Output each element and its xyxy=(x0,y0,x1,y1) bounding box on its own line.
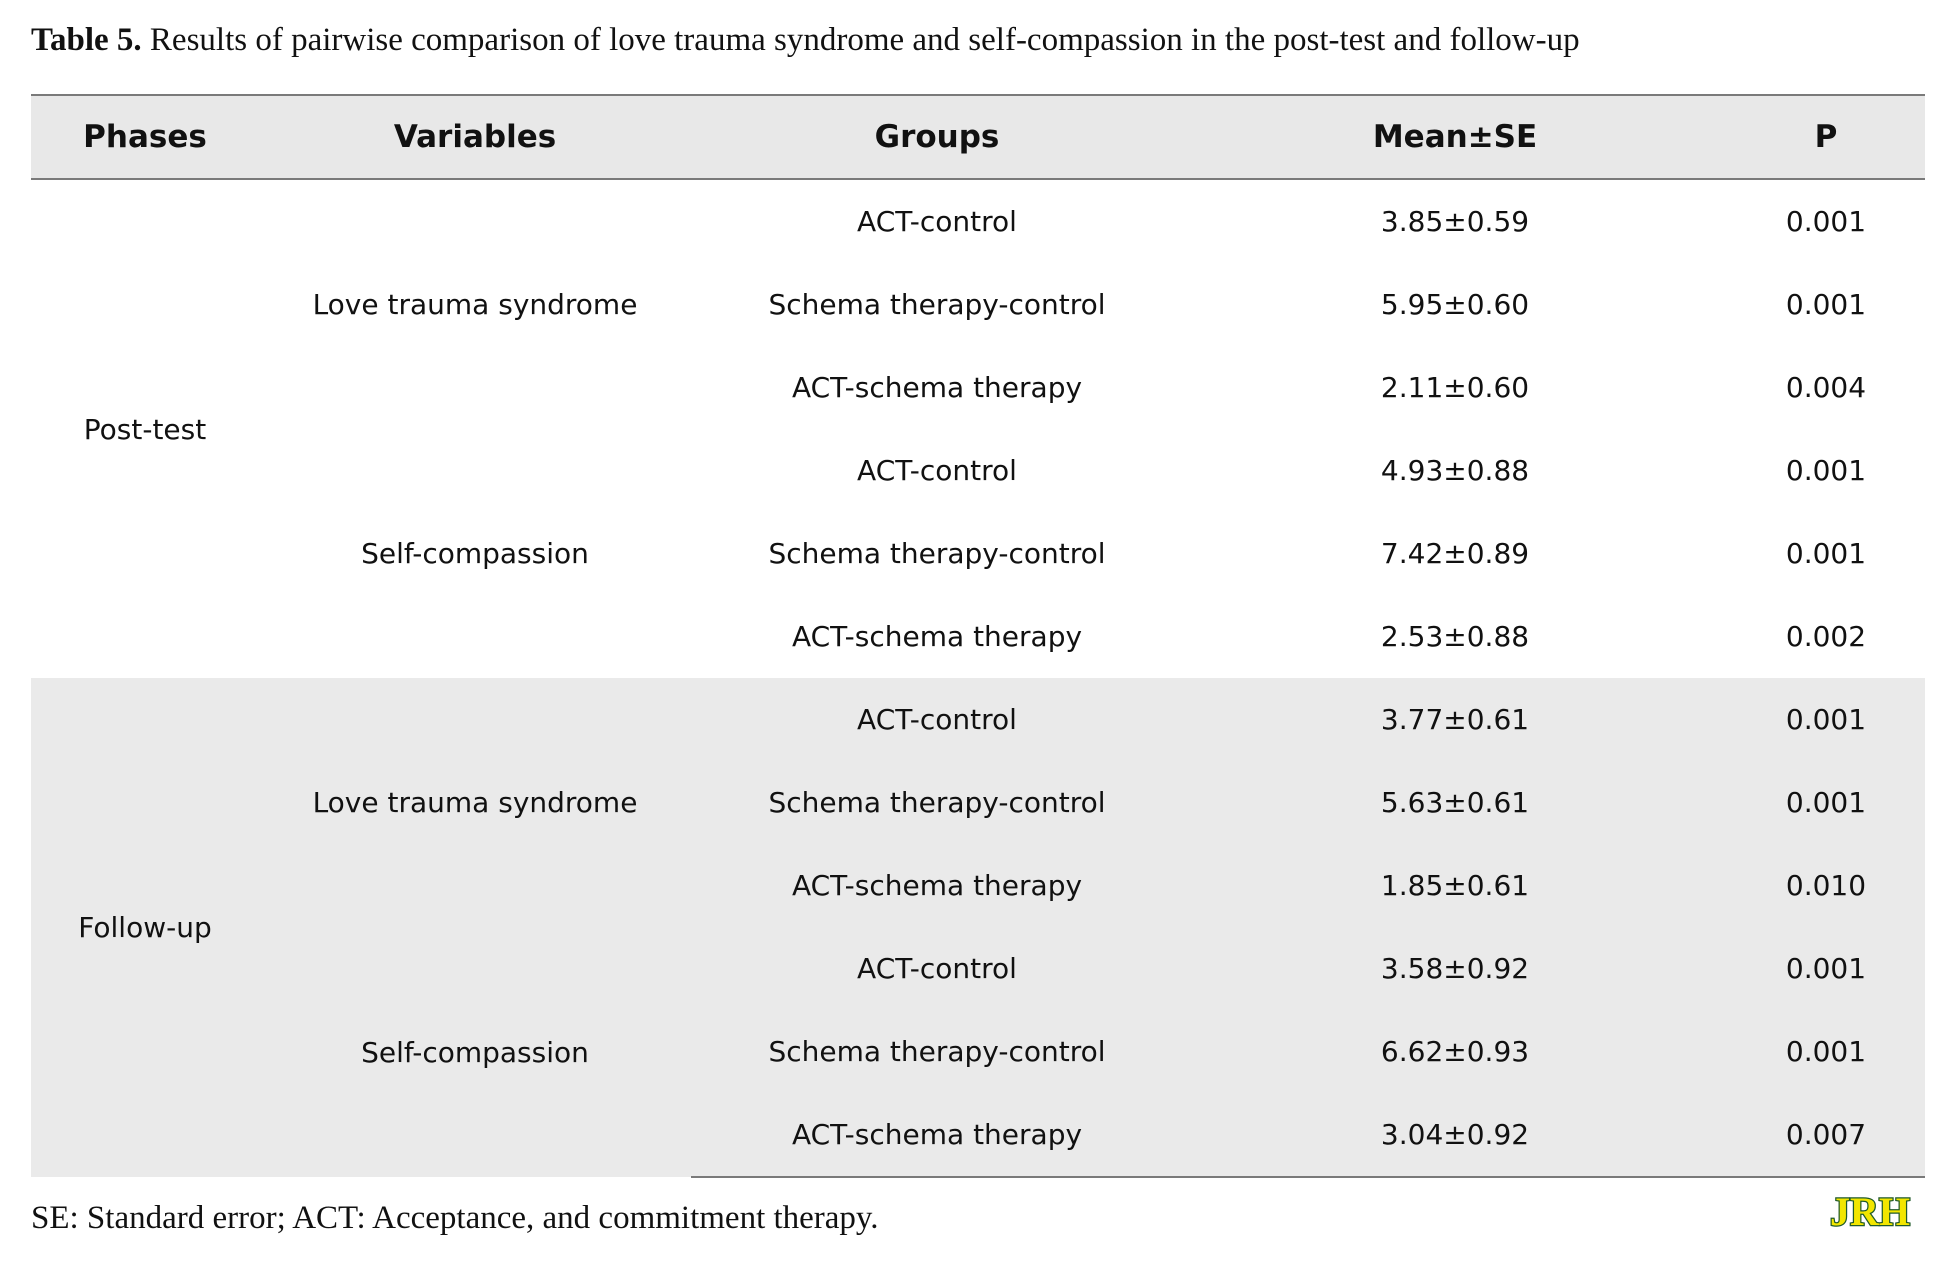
journal-logo-icon xyxy=(1814,1190,1926,1232)
p-value-cell: 0.001 xyxy=(1785,952,1867,985)
mean-se-cell: 5.63±0.61 xyxy=(1380,786,1530,819)
table-row xyxy=(31,678,1925,761)
group-cell: Schema therapy-control xyxy=(768,537,1106,570)
phase-cell: Follow-up xyxy=(78,911,212,944)
group-cell: ACT-control xyxy=(857,205,1017,238)
logo-text: JRH xyxy=(1830,1190,1910,1232)
p-value-cell: 0.001 xyxy=(1785,288,1867,321)
group-cell: ACT-schema therapy xyxy=(791,869,1083,902)
group-cell: ACT-schema therapy xyxy=(691,1093,1183,1177)
table-caption xyxy=(31,18,1580,62)
mean-se-cell: 3.77±0.61 xyxy=(1380,703,1530,736)
mean-se-cell: 6.62±0.93 xyxy=(1380,1035,1530,1068)
group-cell: Schema therapy-control xyxy=(768,1035,1106,1068)
phase-cell: Post-test xyxy=(83,412,207,446)
p-value-cell: 0.001 xyxy=(1785,703,1867,736)
variable-cell: Self-compassion xyxy=(361,537,589,570)
table-caption-label: Table 5. xyxy=(31,22,142,58)
header-row xyxy=(31,95,1925,179)
header-variables: Variables xyxy=(259,95,691,179)
p-value-cell: 0.004 xyxy=(1785,371,1867,404)
group-cell: ACT-schema therapy xyxy=(791,620,1083,653)
header-phases: Phases xyxy=(31,95,259,179)
table-row xyxy=(31,179,1925,263)
table-footnote: SE: Standard error; ACT: Acceptance, and commitment therapy. xyxy=(31,1200,879,1236)
mean-se-cell: 2.53±0.88 xyxy=(1380,620,1530,653)
mean-se-cell: 2.11±0.60 xyxy=(1380,371,1530,404)
group-cell: ACT-control xyxy=(857,454,1017,487)
p-value-cell: 0.001 xyxy=(1785,205,1867,238)
mean-se-cell: 4.93±0.88 xyxy=(1380,454,1530,487)
mean-se-cell: 1.85±0.61 xyxy=(1380,869,1530,902)
group-cell: ACT-control xyxy=(857,703,1017,736)
p-value-cell: 0.002 xyxy=(1785,620,1867,653)
table-row xyxy=(31,927,1925,1010)
group-cell: ACT-control xyxy=(857,952,1017,985)
mean-se-cell: 3.85±0.59 xyxy=(1380,205,1530,238)
p-value-cell: 0.001 xyxy=(1785,537,1867,570)
p-value-cell: 0.001 xyxy=(1785,786,1867,819)
table-row xyxy=(31,429,1925,512)
mean-se-cell: 3.04±0.92 xyxy=(1183,1093,1727,1177)
p-value-cell: 0.007 xyxy=(1727,1093,1925,1177)
header-mean-se: Mean±SE xyxy=(1183,95,1727,179)
header-groups: Groups xyxy=(691,95,1183,179)
variable-cell: Love trauma syndrome xyxy=(312,786,638,819)
mean-se-cell: 3.58±0.92 xyxy=(1380,952,1530,985)
p-value-cell: 0.001 xyxy=(1785,1035,1867,1068)
follow-up-block xyxy=(31,678,1925,1177)
mean-se-cell: 5.95±0.60 xyxy=(1380,288,1530,321)
variable-cell: Self-compassion xyxy=(361,1035,589,1069)
table-header xyxy=(31,95,1925,179)
p-value-cell: 0.001 xyxy=(1785,454,1867,487)
table-caption-text: Results of pairwise comparison of love trauma syndrome and self-compassion in the post-test and follow-up xyxy=(141,22,1580,58)
mean-se-cell: 7.42±0.89 xyxy=(1380,537,1530,570)
group-cell: Schema therapy-control xyxy=(768,786,1106,819)
post-test-block xyxy=(31,179,1925,678)
results-table xyxy=(31,94,1925,1178)
group-cell: Schema therapy-control xyxy=(768,288,1106,321)
header-p: P xyxy=(1727,95,1925,179)
p-value-cell: 0.010 xyxy=(1785,869,1867,902)
variable-cell: Love trauma syndrome xyxy=(312,288,638,321)
group-cell: ACT-schema therapy xyxy=(791,371,1083,404)
